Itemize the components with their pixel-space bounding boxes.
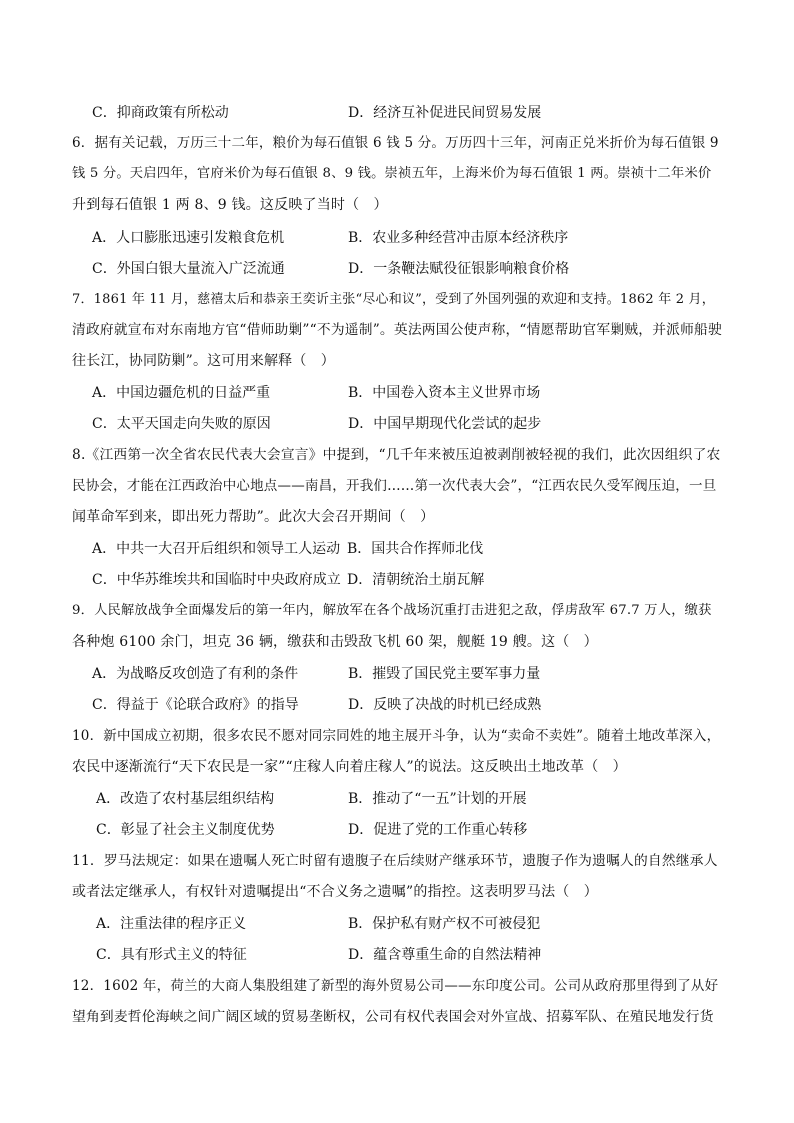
q8-stem-line-1: 8.《江西第一次全省农民代表大会宣言》中提到，“几千年来被压迫被剥削被轻视的我们，此次因组织了农 <box>72 447 721 463</box>
q8-option-b: B．国共合作挥师北伐 <box>347 541 484 557</box>
q10-stem-line-2: 农民中逐渐流行“天下农民是一家”“庄稼人向着庄稼人”的说法。这反映出土地改革（ ） <box>72 759 627 775</box>
q7-option-c: C．太平天国走向失败的原因 <box>92 416 271 432</box>
q9-stem-line-1: 9．人民解放战争全面爆发后的第一年内，解放军在各个战场沉重打击进犯之敌，俘虏敌军 67.7 万人，缴获 <box>72 603 712 618</box>
q11-option-d: D．蕴含尊重生命的自然法精神 <box>348 947 542 963</box>
q6-stem-line-2: 钱 5 分。天启四年，官府米价为每石值银 8、9 钱。崇祯五年，上海米价为每石值银 1 两。崇祯十二年米价 <box>72 166 712 181</box>
q6-stem-line-1: 6．据有关记载，万历三十二年，粮价为每石值银 6 钱 5 分。万历四十三年，河南正兑米折价为每石值银 9 <box>72 135 719 151</box>
q7-option-d: D．中国早期现代化尝试的起步 <box>348 416 542 432</box>
q9-stem-line-2: 各种炮 6100 余门，坦克 36 辆，缴获和击毁敌飞机 60 架，舰艇 19 艘。这（ ） <box>72 634 598 650</box>
q8-stem-line-2: 民协会，才能在江西政治中心地点——南昌，开我们……第一次代表大会”，“江西农民久受军阀压迫，一旦 <box>72 478 717 494</box>
q8-option-d: D．清朝统治土崩瓦解 <box>347 572 485 588</box>
q5-option-c: C．抑商政策有所松动 <box>92 105 229 121</box>
q12-stem-line-2: 望角到麦哲伦海峡之间广阔区域的贸易垄断权，公司有权代表国会对外宣战、招募军队、在殖民地发行货 <box>72 1009 714 1025</box>
q10-stem-line-1: 10．新中国成立初期，很多农民不愿对同宗同姓的地主展开斗争，认为“卖命不卖姓”。随着土地改革深入， <box>72 728 721 744</box>
q7-stem-line-2: 清政府就宣布对东南地方官“借师助剿”“不为遥制”。英法两国公使声称，“情愿帮助官军剿贼，并派师船驶 <box>72 322 722 338</box>
q11-option-a: A．注重法律的程序正义 <box>96 916 247 932</box>
q7-option-a: A．中国边疆危机的日益严重 <box>92 385 271 401</box>
q6-option-d: D．一条鞭法赋役征银影响粮食价格 <box>348 261 570 277</box>
q10-option-b: B．推动了“一五”计划的开展 <box>348 791 527 807</box>
q6-option-c: C．外国白银大量流入广泛流通 <box>92 261 285 277</box>
q11-option-c: C．具有形式主义的特征 <box>96 947 247 963</box>
q6-stem-line-3: 升到每石值银 1 两 8、9 钱。这反映了当时（ ） <box>72 197 388 213</box>
q7-stem-line-3: 往长江，协同防剿”。这可用来解释（ ） <box>72 353 335 369</box>
q9-option-d: D．反映了决战的时机已经成熟 <box>348 697 542 713</box>
q7-stem-line-1: 7．1861 年 11 月，慈禧太后和恭亲王奕䜣主张“尽心和议”，受到了外国列强的欢迎和支持。1862 年 2 月， <box>72 292 715 307</box>
q5-option-d: D．经济互补促进民间贸易发展 <box>348 105 542 121</box>
q8-stem-line-3: 闻革命军到来，即出死力帮助”。此次大会召开期间（ ） <box>72 509 435 525</box>
q8-option-a: A．中共一大召开后组织和领导工人运动 <box>92 541 341 557</box>
q11-stem-line-2: 或者法定继承人，有权针对遗嘱提出“不合义务之遗嘱”的指控。这表明罗马法（ ） <box>72 884 598 900</box>
q10-option-c: C．彰显了社会主义制度优势 <box>96 822 275 838</box>
q9-option-a: A．为战略反攻创造了有利的条件 <box>92 666 299 682</box>
q12-stem-line-1: 12．1602 年，荷兰的大商人集股组建了新型的海外贸易公司——东印度公司。公司从政府那里得到了从好 <box>72 978 719 994</box>
q7-option-b: B．中国卷入资本主义世界市场 <box>348 385 541 401</box>
q8-option-c: C．中华苏维埃共和国临时中央政府成立 <box>92 572 341 588</box>
q6-option-a: A．人口膨胀迅速引发粮食危机 <box>92 230 285 246</box>
q9-option-c: C．得益于《论联合政府》的指导 <box>92 697 299 713</box>
q6-option-b: B．农业多种经营冲击原本经济秩序 <box>348 230 569 246</box>
q9-option-b: B．摧毁了国民党主要军事力量 <box>348 666 541 682</box>
q11-stem-line-1: 11．罗马法规定：如果在遗嘱人死亡时留有遗腹子在后续财产继承环节，遗腹子作为遗嘱人的自然继承人 <box>72 853 718 869</box>
q11-option-b: B．保护私有财产权不可被侵犯 <box>348 916 541 932</box>
q10-option-d: D．促进了党的工作重心转移 <box>348 822 528 838</box>
q10-option-a: A．改造了农村基层组织结构 <box>96 791 275 807</box>
